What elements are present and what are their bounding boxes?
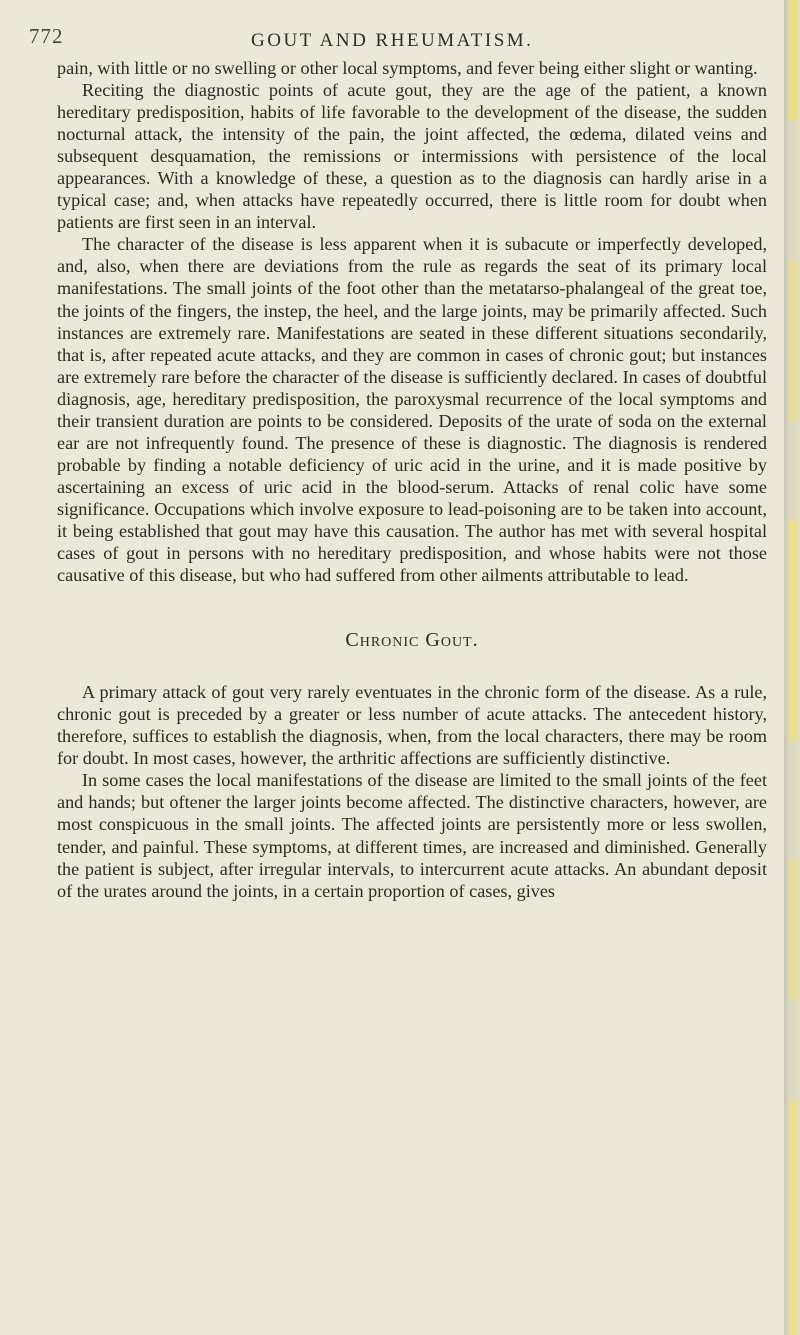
paragraph-diagnostic-points: Reciting the diagnostic points of acute gout, they are the age of the patient, a known hereditary predisposition, habits of life favorable to the development of the disease, the sudden nocturnal attack, the intensity of the pain, the joint affected, the œdema, dilated veins and subsequent desquamation, the remissions or intermissions with persistence of the local appearances. With a knowledge of these, a question as to the diagnosis can hardly arise in a typical case; and, when attacks have repeatedly occurred, there is little room for doubt when patients are first seen in an interval.: [57, 80, 767, 233]
edge-tint: [789, 260, 798, 420]
page-number: 772: [29, 24, 64, 48]
body-text: [57, 57, 767, 902]
paragraph-subacute-character: The character of the disease is less apparent when it is subacute or imperfectly developed, and, also, when there are deviations from the rule as regards the seat of its primary local manifestations. The small joints of the foot other than the metatarso-phalangeal of the great toe, the joints of the fingers, the instep, the heel, and the large joints, may be primarily affected. Such instances are extremely rare. Manifestations are seated in these different situations secondarily, that is, after repeated acute attacks, and they are common in cases of chronic gout; but instances are extremely rare before the character of the disease is sufficiently declared. In cases of doubtful diagnosis, age, hereditary predisposition, the paroxysmal recurrence of the local symptoms and their transient duration are points to be considered. Deposits of the urate of soda on the external ear are not infrequently found. The presence of these is diagnostic. The diagnosis is rendered probable by finding a notable deficiency of uric acid in the urine, and it is made positive by ascertaining an excess of uric acid in the blood-serum. Attacks of renal colic have some significance. Occupations which involve exposure to lead-poisoning are to be taken into account, it being established that gout may have this causation. The author has met with several hospital cases of gout in persons with no hereditary predisposition, and whose habits were not those causative of this disease, but who had suffered from other ailments attributable to lead.: [57, 234, 767, 586]
edge-tint: [789, 860, 798, 1000]
section-heading: Chronic Gout.: [345, 629, 479, 652]
edge-tint: [789, 1100, 798, 1335]
running-title: GOUT AND RHEUMATISM.: [251, 30, 534, 51]
paragraph-chronic-primary: A primary attack of gout very rarely eventuates in the chronic form of the disease. As a rule, chronic gout is preceded by a greater or less number of acute attacks. The antecedent history, therefore, suffices to establish the diagnosis, when, from the local characters, there may be room for doubt. In most cases, however, the arthritic affections are sufficiently distinctive.: [57, 682, 767, 769]
edge-tint: [789, 0, 798, 120]
paragraph-chronic-local: In some cases the local manifestations of the disease are limited to the small joints of the feet and hands; but oftener the larger joints become affected. The distinctive characters, however, are most conspicuous in the small joints. The affected joints are persistently more or less swollen, tender, and painful. These symptoms, at different times, are increased and diminished. Generally the patient is subject, after irregular intervals, to intercurrent acute attacks. An abundant deposit of the urates around the joints, in a certain proportion of cases, gives: [57, 770, 767, 901]
edge-tint: [789, 520, 798, 740]
paragraph-continuation: pain, with little or no swelling or other local symptoms, and fever being either slight or wanting.: [57, 58, 758, 78]
page-edge: [784, 0, 800, 1335]
